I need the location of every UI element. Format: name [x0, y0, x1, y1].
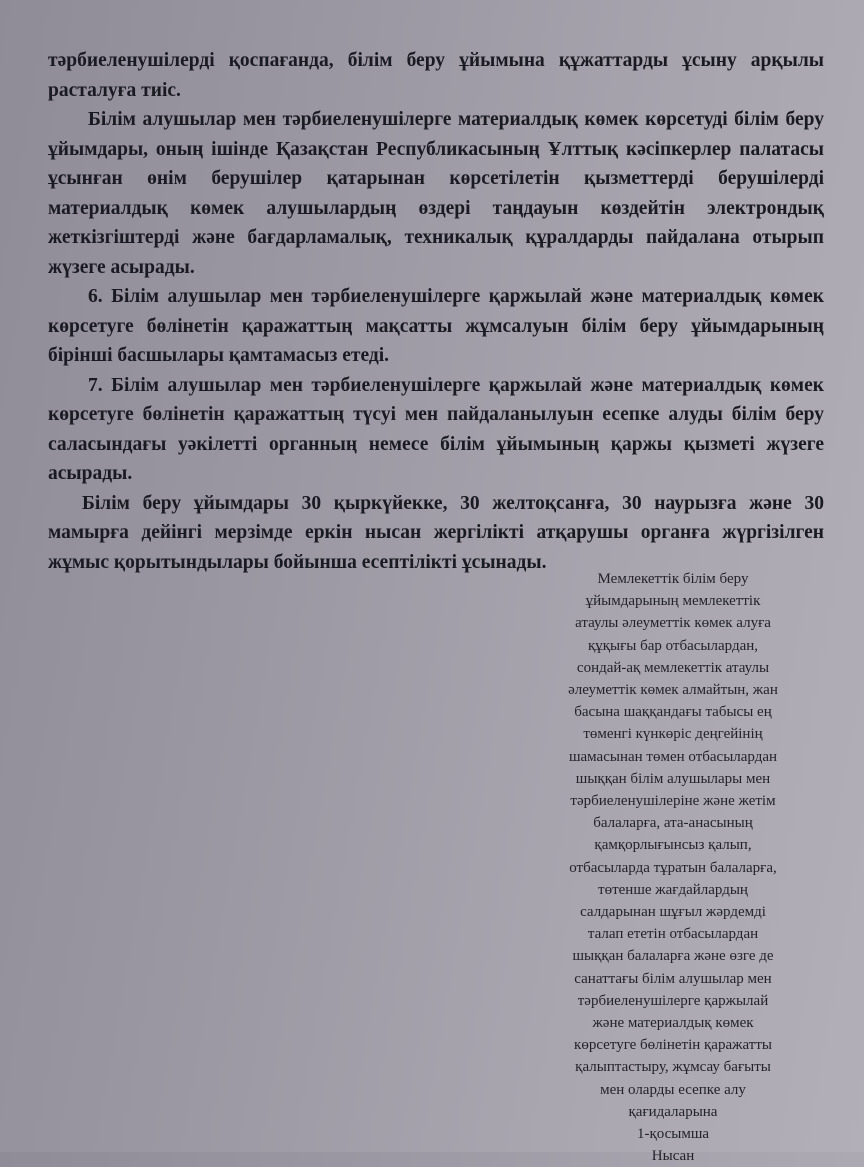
appendix-line: атаулы әлеуметтік көмек алуға: [575, 615, 771, 632]
appendix-number: 1-қосымша: [636, 1126, 710, 1143]
paragraph-material-help: Білім алушылар мен тәрбиеленушілерге материалдық көмек көрсетуді білім беру ұйымдары, оның ішінде Қазақстан Республикасының Ұлттық кәсіпкерлер палатасы ұсынған өнім берушілер қатарынан көрсетілетін қызметтерді берушілерді материалдық көмек алушылардың өздері таңдауын көздейтін электрондық жеткізгіштерді және бағдарламалық, техникалық құралдарды пайдалана отырып жүзеге асырады.: [48, 109, 824, 278]
form-label: Нысан: [651, 1148, 695, 1165]
document-body: [48, 46, 824, 577]
appendix-line: сондай-ақ мемлекеттік атаулы: [576, 659, 770, 676]
appendix-line: басына шаққандағы табысы ең: [574, 704, 772, 721]
appendix-line: құқығы бар отбасылардан,: [587, 637, 759, 654]
appendix-line: салдарынан шұғыл жәрдемді: [580, 904, 766, 921]
appendix-line: қамқорлығынсыз қалып,: [594, 837, 752, 854]
appendix-line: отбасыларда тұратын балаларға,: [569, 859, 777, 876]
appendix-line: ұйымдарының мемлекеттік: [585, 593, 761, 610]
appendix-line: тәрбиеленушілеріне және жетім: [570, 793, 776, 810]
paragraph-reporting: Білім беру ұйымдары 30 қыркүйекке, 30 желтоқсанға, 30 наурызға және 30 мамырға дейінгі мерзімде еркін нысан жергілікті атқарушы органға жүргізілген жұмыс қорытындылары бойынша есептілікті ұсынады.: [48, 492, 824, 573]
appendix-line: мен оларды есепке алу: [600, 1081, 746, 1098]
appendix-line: тәрбиеленушілерге қаржылай: [577, 992, 769, 1009]
appendix-line: шыққан білім алушылары мен: [575, 770, 771, 787]
appendix-line: көрсетуге бөлінетін қаражатты: [574, 1037, 772, 1054]
appendix-line: әлеуметтік көмек алмайтын, жан: [568, 682, 778, 699]
appendix-line: шыққан балаларға және өзге де: [572, 948, 774, 965]
appendix-line: Мемлекеттік білім беру: [597, 571, 749, 587]
paragraph-item-6: 6. Білім алушылар мен тәрбиеленушілерге қаржылай және материалдық көмек көрсетуге бөлінетін қаражаттың мақсатты жұмсалуын білім беру ұйымдарының бірінші басшылары қамтамасыз етеді.: [48, 286, 824, 366]
appendix-line: санаттағы білім алушылар мен: [574, 970, 772, 987]
appendix-line: қалыптастыру, жұмсау бағыты: [575, 1059, 771, 1076]
appendix-line: шамасынан төмен отбасылардан: [568, 748, 778, 765]
paragraph-item-7: 7. Білім алушылар мен тәрбиеленушілерге қаржылай және материалдық көмек көрсетуге бөлінетін қаражаттың түсуі мен пайдаланылуын есепке алуды білім беру саласындағы уәкілетті органның немесе білім ұйымының қаржы қызметі жүзеге асырады.: [48, 374, 824, 484]
appendix-line: және материалдық көмек: [592, 1015, 754, 1032]
appendix-line: төтенше жағдайлардың: [598, 881, 748, 898]
appendix-line: төменгі күнкөріс деңгейінің: [583, 726, 763, 743]
appendix-header: [548, 568, 798, 1167]
appendix-line: талап ететін отбасылардан: [587, 926, 759, 943]
appendix-line: балаларға, ата-анасының: [593, 815, 753, 832]
paragraph-continuation: тәрбиеленушілерді қоспағанда, білім беру ұйымына құжаттарды ұсыну арқылы расталуға тиіс.: [48, 50, 824, 101]
appendix-line: қағидаларына: [628, 1103, 718, 1120]
